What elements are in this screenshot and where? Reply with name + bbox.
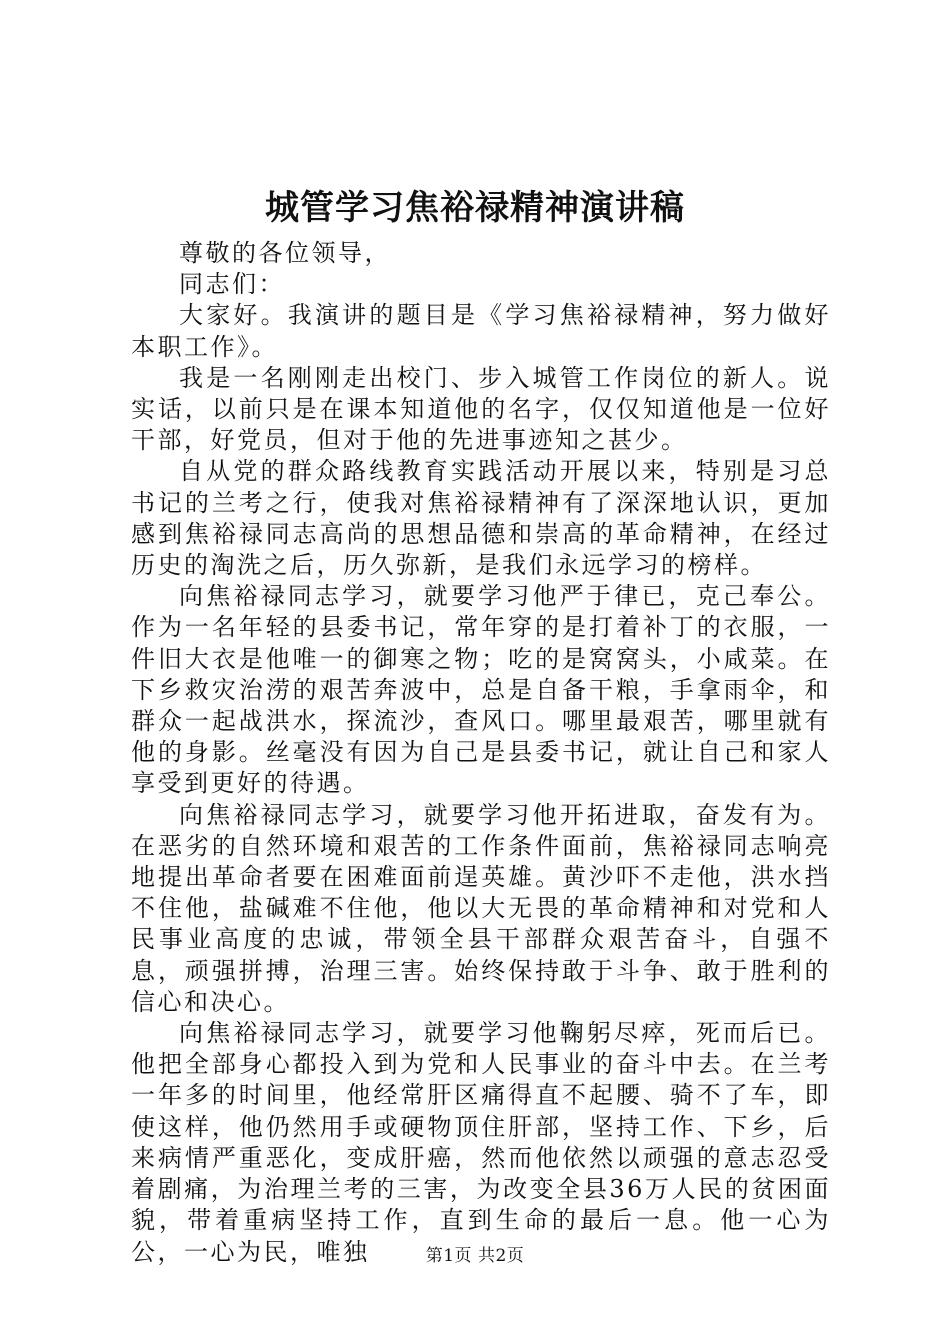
document-title: 城管学习焦裕禄精神演讲稿 bbox=[265, 188, 685, 228]
paragraph-intro: 大家好。我演讲的题目是《学习焦裕禄精神，努力做好本职工作》。 bbox=[131, 301, 831, 361]
page-number-footer: 第1页 共2页 bbox=[425, 1246, 525, 1266]
paragraph-dedication: 向焦裕禄同志学习，就要学习他鞠躬尽瘁，死而后已。他把全部身心都投入到为党和人民事业的奋斗中去。在兰考一年多的时间里，他经常肝区痛得直不起腰、骑不了车，即使这样，他仍然用手或硬物顶住肝部，坚持工作、下乡，后来病情严重恶化，变成肝癌，然而他依然以顽强的意志忍受着剧痛，为治理兰考的三害，为改变全县36万人民的贫困面貌，带着重病坚持工作，直到生命的最后一息。他一心为公，一心为民，唯独 bbox=[131, 1019, 831, 1266]
paragraph-understanding: 自从党的群众路线教育实践活动开展以来，特别是习总书记的兰考之行，使我对焦裕禄精神有了深深地认识，更加感到焦裕禄同志高尚的思想品德和崇高的革命精神，在经过历史的淘洗之后，历久弥新，是我们永远学习的榜样。 bbox=[131, 457, 831, 580]
paragraph-self-discipline: 向焦裕禄同志学习，就要学习他严于律已，克己奉公。作为一名年轻的县委书记，常年穿的是打着补丁的衣服，一件旧大衣是他唯一的御寒之物；吃的是窝窝头，小咸菜。在下乡救灾治涝的艰苦奔波中，总是自备干粮，手拿雨伞，和群众一起战洪水，探流沙，查风口。哪里最艰苦，哪里就有他的身影。丝毫没有因为自己是县委书记，就让自己和家人享受到更好的待遇。 bbox=[131, 582, 831, 798]
paragraph-self-introduction: 我是一名刚刚走出校门、步入城管工作岗位的新人。说实话，以前只是在课本知道他的名字，仅仅知道他是一位好干部，好党员，但对于他的先进事迹知之甚少。 bbox=[131, 363, 831, 455]
paragraph-enterprising: 向焦裕禄同志学习，就要学习他开拓进取，奋发有为。在恶劣的自然环境和艰苦的工作条件面前，焦裕禄同志响亮地提出革命者要在困难面前逞英雄。黄沙吓不走他，洪水挡不住他，盐碱难不住他，他以大无畏的革命精神和对党和人民事业高度的忠诚，带领全县干部群众艰苦奋斗，自强不息，顽强拼搏，治理三害。始终保持敢于斗争、敢于胜利的信心和决心。 bbox=[131, 800, 831, 1016]
document-body bbox=[131, 238, 831, 1268]
salutation-comrades: 同志们： bbox=[179, 270, 285, 299]
salutation-leaders: 尊敬的各位领导， bbox=[179, 239, 391, 267]
